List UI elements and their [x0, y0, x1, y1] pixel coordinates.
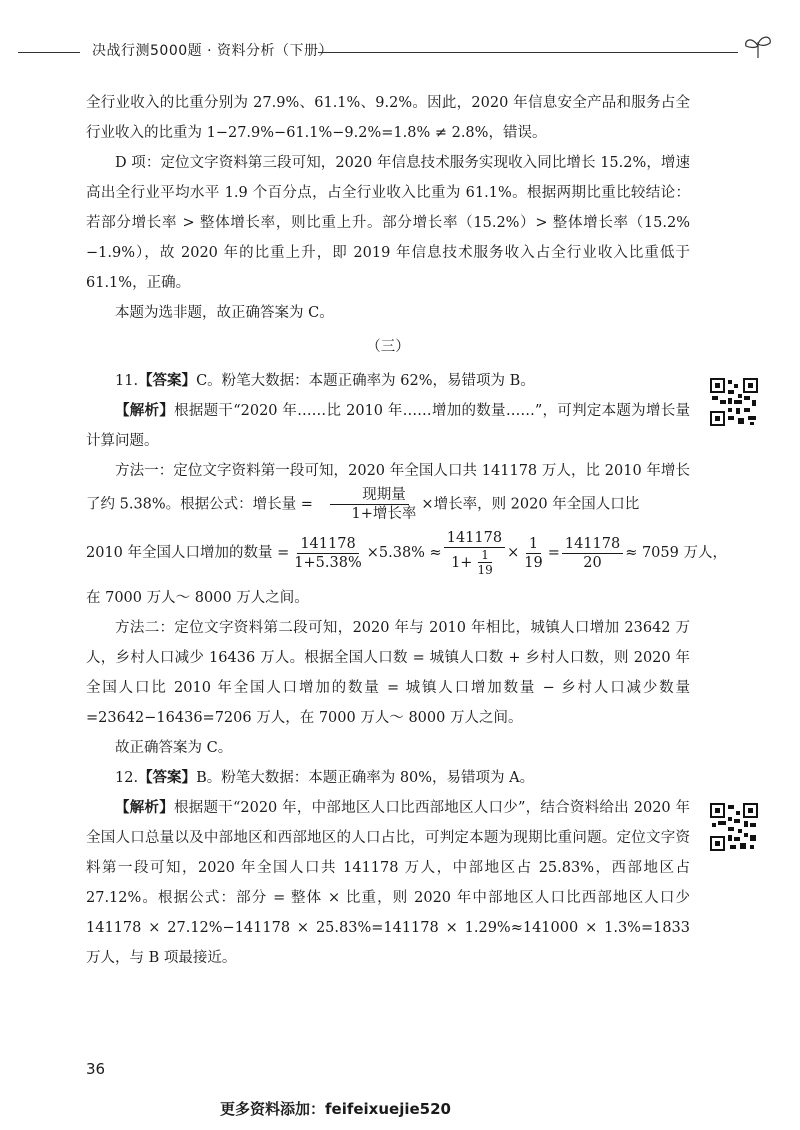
sprout-icon	[738, 34, 778, 60]
formula-result: ≈ 7059 万人，	[625, 545, 727, 561]
qr-code-icon[interactable]	[710, 803, 758, 851]
paragraph-conclusion: 本题为选非题，故正确答案为 C。	[115, 305, 334, 321]
page-header	[18, 34, 780, 64]
q12-answer-text: B。粉笔大数据：本题正确率为 80%，易错项为 A。	[196, 770, 535, 786]
q11-analysis-text: 根据题干“2020 年……比 2010 年……增加的数量……”，可判定本题为增长量计算问题。	[86, 403, 690, 449]
fraction-c	[521, 535, 545, 572]
q12-answer	[86, 763, 690, 793]
answer-tag: 【答案】	[138, 769, 197, 786]
header-title: 决战行测5000题 · 资料分析（下册）	[92, 43, 333, 59]
growth-formula-fraction	[320, 486, 420, 523]
method-one-after: ×增长率，则 2020 年全国人口比	[421, 496, 640, 513]
formula-times-rate: ×5.38% ≈	[366, 545, 442, 561]
fraction-a	[291, 535, 364, 572]
fraction-b-den-prefix: 1+	[451, 554, 473, 571]
analysis-tag: 【解析】	[115, 402, 175, 419]
q11-analysis	[86, 396, 690, 456]
fraction-a-den: 1+5.38%	[294, 554, 362, 571]
page-content	[86, 88, 727, 973]
q12-number: 12.	[115, 770, 139, 786]
fraction-a-num: 141178	[297, 535, 358, 554]
nested-num: 1	[478, 548, 492, 563]
nested-den: 19	[477, 563, 493, 577]
footer-note: 更多资料添加：feifeixuejie520	[220, 1100, 451, 1118]
q12-analysis-text: 根据题干“2020 年，中部地区人口比西部地区人口少”，结合资料给出 2020 年全国人口总量以及中部地区和西部地区的人口占比，可判定本题为现期比重问题。定位文字资料第一段可知，2020 年全国人口共 141178 万人，中部地区占 25.83%，西部地区占 27.12%。根据公式：部分 = 整体 × 比重，则 2020 年中部地区人口比西部地区人口少 141178 × 27.12%−141178 × 25.83%=141178 × 1.29%≈141000 × 1.3%=1833 万人，与 B 项最接近。	[86, 800, 690, 966]
fraction-denominator: 1+增长率	[351, 506, 417, 522]
q11-answer-text: C。粉笔大数据：本题正确率为 62%，易错项为 B。	[196, 373, 535, 389]
fraction-b-num: 141178	[444, 529, 505, 548]
header-rule-left	[18, 52, 80, 53]
method-one-intro: 方法一：定位文字资料第一段可知，2020 年全国人口共 141178 万人，比 2010 年增长了约 5.38%。根据公式：增长量 =	[86, 463, 690, 513]
fraction-c-num: 1	[526, 535, 541, 554]
section-heading: （三）	[366, 339, 410, 355]
formula-equals: =	[547, 545, 560, 561]
fraction-d-den: 20	[583, 554, 602, 571]
header-rule-right	[318, 52, 738, 53]
method-one	[86, 456, 690, 523]
analysis-tag: 【解析】	[115, 799, 174, 816]
formula-times: ×	[507, 545, 520, 561]
nested-fraction	[474, 548, 495, 577]
paragraph-option-d: D 项：定位文字资料第三段可知，2020 年信息技术服务实现收入同比增长 15.2%，增速高出全行业平均水平 1.9 个百分点，占全行业收入比重为 61.1%。根据两期比重比较结论：若部分增长率 > 整体增长率，则比重上升。部分增长率（15.2%）> 整体增长率（15.2%−1.9%），故 2020 年的比重上升，即 2019 年信息技术服务收入占全行业收入比重低于 61.1%，正确。	[86, 155, 690, 291]
page-number: 36	[86, 1060, 106, 1078]
fraction-c-den: 19	[524, 554, 543, 571]
q11-answer	[86, 366, 690, 396]
fraction-b-den	[448, 548, 501, 577]
fraction-d-num: 141178	[562, 535, 623, 554]
method-one-end: 在 7000 万人～ 8000 万人之间。	[86, 590, 309, 606]
paragraph-continuation: 全行业收入的比重分别为 27.9%、61.1%、9.2%。因此，2020 年信息安全产品和服务占全行业收入的比重为 1−27.9%−61.1%−9.2%=1.8% ≠ 2.8%，错误。	[86, 95, 690, 141]
q12-analysis	[86, 793, 690, 973]
fraction-b	[444, 529, 505, 577]
calculation-formula	[86, 529, 727, 577]
method-two: 方法二：定位文字资料第二段可知，2020 年与 2010 年相比，城镇人口增加 23642 万人，乡村人口减少 16436 万人。根据全国人口数 = 城镇人口数 + 乡村人口数，则 2020 年全国人口比 2010 年全国人口增加的数量 = 城镇人口增加数量 − 乡村人口减少数量 =23642−16436=7206 万人，在 7000 万人～ 8000 万人之间。	[86, 620, 690, 726]
fraction-numerator: 现期量	[330, 486, 409, 505]
q11-number: 11.	[115, 373, 139, 389]
answer-tag: 【答案】	[138, 372, 197, 389]
fraction-d	[562, 535, 623, 572]
qr-code-icon[interactable]	[710, 378, 758, 426]
formula-lead: 2010 年全国人口增加的数量 =	[86, 545, 290, 561]
q11-final-answer: 故正确答案为 C。	[115, 740, 233, 756]
